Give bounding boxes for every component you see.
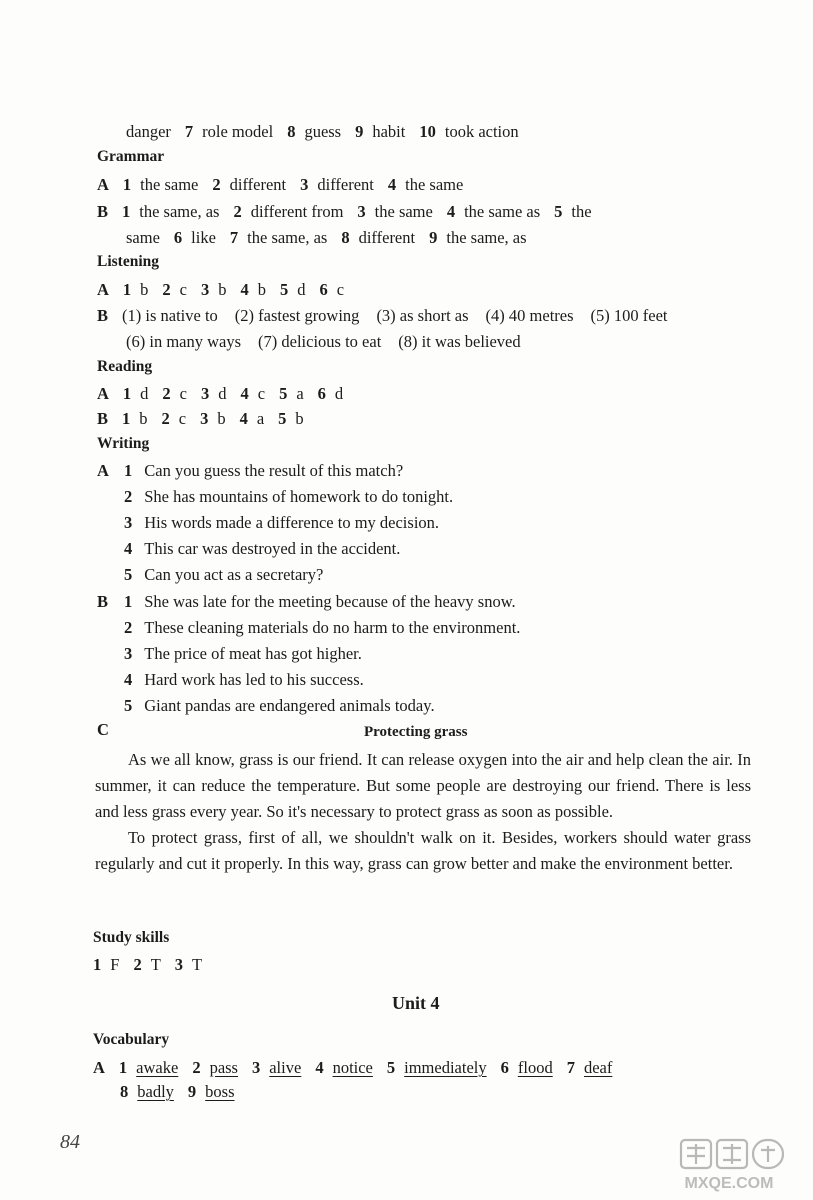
sentence-row: [124, 618, 520, 638]
item-number: 6: [500, 1058, 509, 1077]
answer-text: different from: [250, 202, 344, 221]
writing-heading: Writing: [97, 435, 150, 452]
item-number: 1: [122, 175, 132, 194]
item-number: 5: [278, 409, 287, 428]
item-number: 4: [239, 409, 248, 428]
listening-b-label: B: [97, 306, 109, 325]
answer-text: T: [192, 955, 203, 974]
item-number: 4: [446, 202, 456, 221]
item-number: 1: [124, 592, 133, 611]
answer-text: habit: [372, 122, 406, 141]
item-number: 3: [357, 202, 366, 221]
answer-text: deaf: [583, 1058, 613, 1077]
answer-text: (7) delicious to eat: [258, 332, 382, 351]
item-number: 3: [124, 644, 133, 663]
answer-text: c: [179, 280, 187, 299]
answer-text: flood: [517, 1058, 553, 1077]
unit-4-a-row-1: [93, 1058, 626, 1078]
unit-4-title: Unit 4: [392, 993, 440, 1013]
reading-b-row: [97, 409, 318, 429]
item-number: 1: [122, 202, 131, 221]
writing-c-label: C: [97, 720, 109, 739]
item-number: 2: [192, 1058, 201, 1077]
reading-b-label: B: [97, 409, 109, 428]
essay-title: Protecting grass: [364, 724, 468, 740]
listening-heading: Listening: [97, 253, 160, 270]
answer-text: b: [139, 409, 148, 428]
answer-text: different: [358, 228, 416, 247]
watermark-text: MXQE.COM: [684, 1175, 774, 1192]
item-number: 1: [124, 461, 133, 480]
writing-a-label: A: [97, 461, 109, 480]
item-number: 8: [287, 122, 296, 141]
answer-text: b: [217, 409, 226, 428]
item-number: 5: [554, 202, 563, 221]
grammar-b-row-2: [126, 228, 541, 248]
vocab-tail-row: [126, 122, 533, 142]
answer-text: T: [150, 955, 161, 974]
page-number: 84: [60, 1131, 80, 1153]
item-number: 1: [122, 384, 132, 403]
item-number: 9: [355, 122, 364, 141]
answer-text: awake: [136, 1058, 179, 1077]
answer-text: pass: [209, 1058, 238, 1077]
item-number: 2: [161, 409, 170, 428]
item-number: 4: [240, 384, 249, 403]
item-number: 3: [251, 1058, 261, 1077]
essay-body: [95, 747, 751, 877]
answer-text: alive: [269, 1058, 302, 1077]
listening-a-row: [97, 280, 358, 300]
grammar-b-row-1: [97, 202, 606, 222]
sentence-row: [124, 592, 516, 612]
item-number: 7: [184, 122, 194, 141]
answer-text: the same, as: [446, 228, 527, 247]
item-number: 4: [387, 175, 397, 194]
answer-text: notice: [332, 1058, 373, 1077]
sentence-text: Can you act as a secretary?: [144, 565, 324, 584]
answer-text: different: [229, 175, 287, 194]
answer-text: same: [126, 228, 160, 247]
answer-text: different: [317, 175, 374, 194]
sentence-text: His words made a difference to my decision.: [144, 513, 440, 532]
essay-paragraph: As we all know, grass is our friend. It can release oxygen into the air and help clean the air. In summer, it can reduce the temperature. But some people are destroying our friend. There is less and less grass every year. So it's necessary to protect grass as soon as possible.: [95, 750, 751, 821]
writing-b-label: B: [97, 592, 109, 611]
item-number: 3: [300, 175, 309, 194]
answer-text: the same as: [464, 202, 541, 221]
sentence-text: She has mountains of homework to do tonight.: [144, 487, 454, 506]
item-number: 3: [200, 409, 209, 428]
sentence-text: She was late for the meeting because of the heavy snow.: [144, 592, 516, 611]
sentence-row: [124, 513, 439, 533]
item-number: 6: [173, 228, 183, 247]
sentence-row: [124, 461, 403, 481]
item-number: 3: [174, 955, 184, 974]
item-number: 1: [93, 955, 102, 974]
answer-text: (1) is native to: [122, 306, 218, 325]
item-number: 4: [124, 539, 133, 558]
answer-text: guess: [304, 122, 342, 141]
answer-text: took action: [444, 122, 519, 141]
answer-text: role model: [202, 122, 274, 141]
sentence-row: [124, 539, 400, 559]
item-number: 5: [124, 565, 133, 584]
answer-text: the same: [405, 175, 464, 194]
item-number: 5: [279, 384, 288, 403]
answer-text: danger: [126, 122, 171, 141]
unit-4-a-row-2: [120, 1082, 249, 1102]
sentence-text: These cleaning materials do no harm to the environment.: [144, 618, 521, 637]
reading-a-row: [97, 384, 357, 404]
listening-b-row-1: [97, 306, 685, 326]
sentence-text: The price of meat has got higher.: [144, 644, 362, 663]
item-number: 4: [124, 670, 133, 689]
item-number: 5: [124, 696, 133, 715]
answer-text: (5) 100 feet: [590, 306, 668, 325]
item-number: 2: [233, 202, 242, 221]
answer-text: (6) in many ways: [126, 332, 242, 351]
essay-paragraph: To protect grass, first of all, we shouldn't walk on it. Besides, workers should water grass regularly and cut it properly. In this way, grass can grow better and make the environment better.: [95, 828, 751, 873]
answer-text: the same: [374, 202, 433, 221]
answer-text: c: [257, 384, 266, 403]
item-number: 9: [187, 1082, 197, 1101]
grammar-b-label: B: [97, 202, 109, 221]
item-number: 2: [162, 384, 171, 403]
item-number: 10: [419, 122, 436, 141]
sentence-text: Giant pandas are endangered animals today.: [144, 696, 435, 715]
answer-text: d: [218, 384, 227, 403]
unit-4-vocabulary-heading: Vocabulary: [93, 1031, 170, 1048]
item-number: 7: [566, 1058, 575, 1077]
answer-text: d: [334, 384, 344, 403]
sentence-text: Can you guess the result of this match?: [144, 461, 404, 480]
answer-text: (2) fastest growing: [234, 306, 360, 325]
sentence-row: [124, 487, 453, 507]
answer-text: like: [191, 228, 216, 247]
answer-text: the same, as: [247, 228, 328, 247]
reading-heading: Reading: [97, 358, 153, 375]
item-number: 2: [133, 955, 142, 974]
item-number: 8: [341, 228, 350, 247]
answer-text: the same: [140, 175, 199, 194]
study-skills-row: [93, 955, 216, 975]
answer-text: c: [179, 384, 187, 403]
sentence-row: [124, 696, 435, 716]
answer-text: b: [218, 280, 227, 299]
sentence-text: Hard work has led to his success.: [144, 670, 364, 689]
answer-text: a: [256, 409, 265, 428]
sentence-row: [124, 644, 362, 664]
item-number: 8: [120, 1082, 129, 1101]
answer-text: d: [297, 280, 306, 299]
item-number: 3: [124, 513, 133, 532]
answer-text: b: [295, 409, 304, 428]
unit-4-a-label: A: [93, 1058, 105, 1077]
listening-b-row-2: [126, 332, 538, 352]
answer-text: d: [140, 384, 149, 403]
item-number: 1: [118, 1058, 128, 1077]
item-number: 2: [124, 487, 133, 506]
answer-text: b: [257, 280, 266, 299]
item-number: 9: [429, 228, 438, 247]
watermark-logo: [659, 1136, 799, 1194]
grammar-a-row: [97, 175, 477, 195]
answer-text: boss: [205, 1082, 235, 1101]
item-number: 7: [229, 228, 239, 247]
grammar-heading: Grammar: [97, 148, 165, 165]
sentence-row: [124, 670, 364, 690]
item-number: 2: [162, 280, 171, 299]
answer-text: immediately: [404, 1058, 487, 1077]
item-number: 4: [240, 280, 249, 299]
item-number: 3: [201, 384, 210, 403]
item-number: 5: [386, 1058, 396, 1077]
item-number: 3: [201, 280, 210, 299]
answer-text: c: [336, 280, 345, 299]
item-number: 1: [122, 280, 132, 299]
answer-text: the: [571, 202, 592, 221]
item-number: 6: [317, 384, 326, 403]
item-number: 5: [280, 280, 289, 299]
reading-a-label: A: [97, 384, 109, 403]
answer-text: the same, as: [139, 202, 220, 221]
item-number: 4: [315, 1058, 324, 1077]
item-number: 6: [319, 280, 328, 299]
answer-text: b: [140, 280, 149, 299]
grammar-a-label: A: [97, 175, 109, 194]
answer-text: c: [178, 409, 187, 428]
item-number: 1: [122, 409, 131, 428]
study-skills-heading: Study skills: [93, 929, 170, 946]
answer-text: F: [110, 955, 120, 974]
item-number: 2: [212, 175, 221, 194]
sentence-text: This car was destroyed in the accident.: [144, 539, 401, 558]
item-number: 2: [124, 618, 133, 637]
sentence-row: [124, 565, 323, 585]
answer-text: a: [296, 384, 304, 403]
answer-text: (4) 40 metres: [485, 306, 574, 325]
answer-text: (8) it was believed: [398, 332, 521, 351]
answer-text: badly: [137, 1082, 174, 1101]
listening-a-label: A: [97, 280, 109, 299]
answer-text: (3) as short as: [376, 306, 469, 325]
